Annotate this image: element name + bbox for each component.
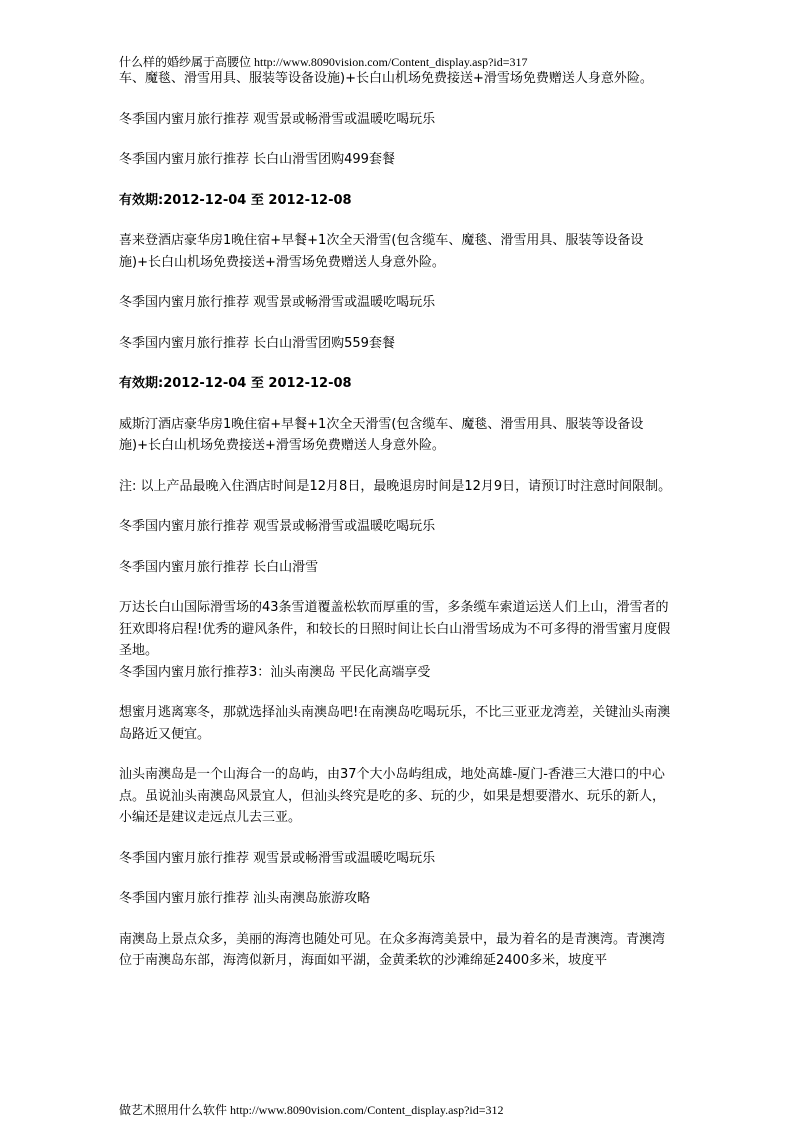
section-heading: 冬季国内蜜月旅行推荐 长白山滑雪团购559套餐 [119,335,395,351]
body-paragraph: 汕头南澳岛是一个山海合一的岛屿，由37个大小岛屿组成，地处高雄-厦门-香港三大港口的中心点。虽说汕头南澳岛风景宜人，但汕头终究是吃的多、玩的少，如果是想要潜水、玩乐的新人，小编还是建议走远点儿去三亚。 [119,767,666,825]
page-footer: 做艺术照用什么软件 http://www.8090vision.com/Content_display.asp?id=312 [119,1103,504,1117]
section-heading: 冬季国内蜜月旅行推荐 观雪景或畅滑雪或温暖吃喝玩乐 [119,295,436,310]
section-heading: 冬季国内蜜月旅行推荐 汕头南澳岛旅游攻略 [119,891,371,906]
body-paragraph: 万达长白山国际滑雪场的43条雪道覆盖松软而厚重的雪，多条缆车索道运送人们上山，滑雪者的狂欢即将启程!优秀的避风条件，和较长的日照时间让长白山滑雪场成为不可多得的滑雪蜜月度假圣地。 [119,600,671,658]
paragraph-continuation: 车、魔毯、滑雪用具、服装等设备设施)+长白山机场免费接送+滑雪场免费赠送人身意外险。 [119,71,653,86]
package-description: 喜来登酒店豪华房1晚住宿+早餐+1次全天滑雪(包含缆车、魔毯、滑雪用具、服装等设备设施)+长白山机场免费接送+滑雪场免费赠送人身意外险。 [119,233,644,270]
section-heading: 冬季国内蜜月旅行推荐 观雪景或畅滑雪或温暖吃喝玩乐 [119,111,436,127]
section-heading: 冬季国内蜜月旅行推荐 长白山滑雪 [119,559,319,575]
document-body [119,68,677,991]
section-heading: 冬季国内蜜月旅行推荐 长白山滑雪团购499套餐 [119,152,395,167]
page-header: 什么样的婚纱属于高腰位 http://www.8090vision.com/Content_display.asp?id=317 [119,55,528,69]
validity-period: 有效期:2012-12-04 至 2012-12-08 [119,192,352,208]
validity-period: 有效期:2012-12-04 至 2012-12-08 [119,376,352,391]
section-heading: 冬季国内蜜月旅行推荐 观雪景或畅滑雪或温暖吃喝玩乐 [119,519,436,534]
body-paragraph: 南澳岛上景点众多，美丽的海湾也随处可见。在众多海湾美景中，最为着名的是青澳湾。青澳湾位于南澳岛东部，海湾似新月，海面如平湖，金黄柔软的沙滩绵延2400多米，坡度平 [119,931,666,968]
section-heading: 冬季国内蜜月旅行推荐 观雪景或畅滑雪或温暖吃喝玩乐 [119,850,436,866]
package-description: 威斯汀酒店豪华房1晚住宿+早餐+1次全天滑雪(包含缆车、魔毯、滑雪用具、服装等设备设施)+长白山机场免费接送+滑雪场免费赠送人身意外险。 [119,416,644,453]
section-heading: 冬季国内蜜月旅行推荐3：汕头南澳岛 平民化高端享受 [119,664,431,680]
body-paragraph: 想蜜月逃离寒冬，那就选择汕头南澳岛吧!在南澳岛吃喝玩乐，不比三亚亚龙湾差，关键汕头南澳岛路近又便宜。 [119,705,671,742]
booking-note: 注: 以上产品最晚入住酒店时间是12月8日，最晚退房时间是12月9日，请预订时注意时间限制。 [119,478,672,494]
